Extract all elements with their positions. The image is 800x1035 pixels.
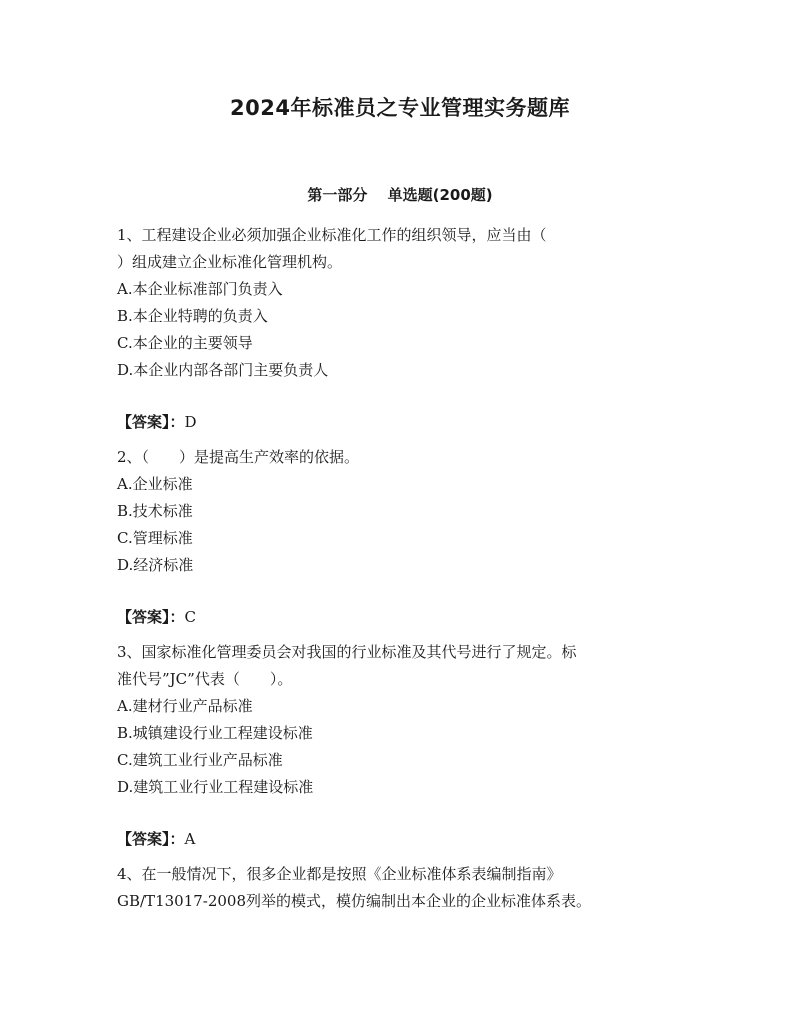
answer-line [117,604,687,631]
answer-value: C [184,608,197,626]
option-d: D.本企业内部各部门主要负责人 [117,361,329,379]
question-2 [117,444,687,631]
answer-label: 【答案】 [117,830,170,848]
option-d: D.经济标准 [117,556,194,574]
answer-separator: ： [169,413,185,431]
answer-line [117,409,687,436]
option-a: A.企业标准 [117,475,193,493]
answer-separator: ： [169,830,185,848]
question-text-line: 4、在一般情况下，很多企业都是按照《企业标准体系表编制指南》 [117,865,562,883]
question-1 [117,222,687,436]
question-3 [117,639,687,853]
question-text-line: 2、（ ）是提高生产效率的依据。 [117,448,360,466]
answer-line [117,826,687,853]
option-a: A.建材行业产品标准 [117,697,253,715]
option-c: C.本企业的主要领导 [117,334,253,352]
question-list [117,222,687,915]
answer-separator: ： [169,608,185,626]
option-a: A.本企业标准部门负责入 [117,280,283,298]
question-text-line: GB/T13017-2008列举的模式，模仿编制出本企业的企业标准体系表。 [117,892,592,910]
question-text-line: ）组成建立企业标准化管理机构。 [117,253,343,271]
option-c: C.管理标准 [117,529,193,547]
answer-value: A [184,830,196,848]
answer-label: 【答案】 [117,413,170,431]
section-title: 第一部分 单选题(200题) [307,186,493,204]
option-b: B.本企业特聘的负责入 [117,307,268,325]
answer-label: 【答案】 [117,608,170,626]
answer-value: D [184,413,197,431]
option-b: B.城镇建设行业工程建设标准 [117,724,313,742]
option-c: C.建筑工业行业产品标准 [117,751,283,769]
document-title: 2024年标准员之专业管理实务题库 [230,96,570,120]
question-text-line: 准代号”JC”代表（ ）。 [117,670,293,688]
question-text-line: 1、工程建设企业必须加强企业标准化工作的组织领导，应当由（ [117,226,547,244]
option-d: D.建筑工业行业工程建设标准 [117,778,314,796]
option-b: B.技术标准 [117,502,193,520]
question-text-line: 3、国家标准化管理委员会对我国的行业标准及其代号进行了规定。标 [117,643,577,661]
question-4 [117,861,687,915]
